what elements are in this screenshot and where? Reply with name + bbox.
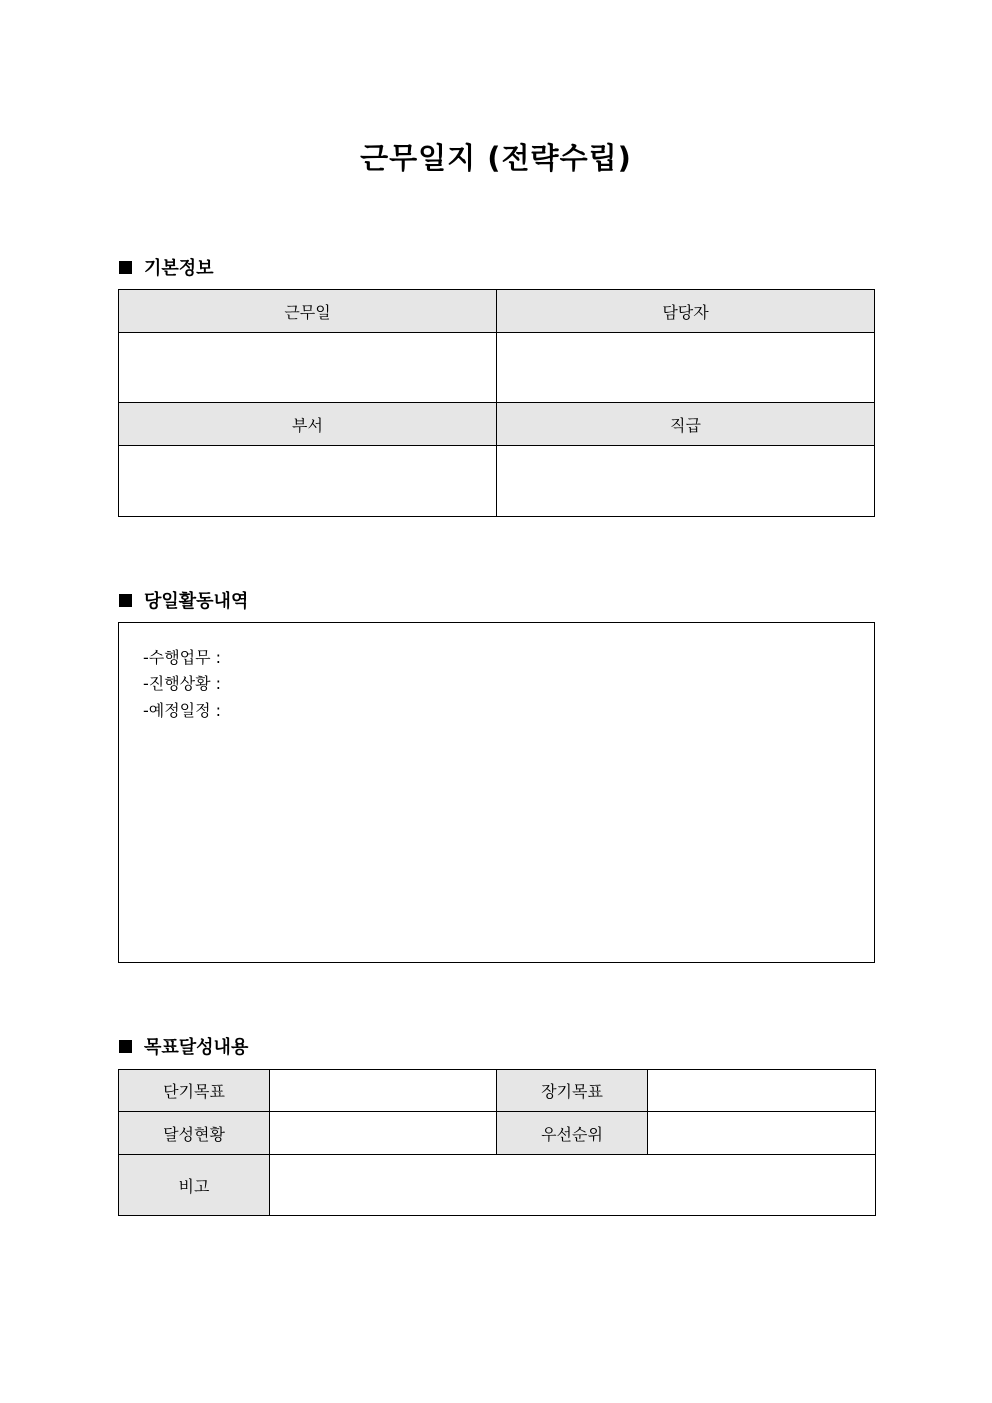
manager-field[interactable]: [497, 333, 875, 403]
activity-line-tasks: -수행업무 :: [143, 648, 222, 667]
section-heading-basic-label: 기본정보: [144, 258, 214, 279]
achievement-status-field[interactable]: [270, 1112, 497, 1155]
section-heading-goal: [119, 1033, 248, 1059]
remarks-label: 비고: [119, 1155, 270, 1216]
priority-label: 우선순위: [497, 1112, 648, 1155]
position-field[interactable]: [497, 446, 875, 517]
square-bullet-icon: [119, 1040, 132, 1053]
department-field[interactable]: [119, 446, 497, 517]
work-date-label: 근무일: [119, 290, 497, 333]
activity-box[interactable]: [118, 622, 875, 963]
work-date-field[interactable]: [119, 333, 497, 403]
long-term-goal-label: 장기목표: [497, 1070, 648, 1112]
short-term-goal-label: 단기목표: [119, 1070, 270, 1112]
short-term-goal-field[interactable]: [270, 1070, 497, 1112]
priority-field[interactable]: [648, 1112, 876, 1155]
long-term-goal-field[interactable]: [648, 1070, 876, 1112]
department-label: 부서: [119, 403, 497, 446]
manager-label: 담당자: [497, 290, 875, 333]
remarks-field[interactable]: [270, 1155, 876, 1216]
section-heading-goal-label: 목표달성내용: [144, 1037, 249, 1058]
position-label: 직급: [497, 403, 875, 446]
section-heading-activity: [119, 587, 248, 613]
square-bullet-icon: [119, 594, 132, 607]
section-heading-activity-label: 당일활동내역: [144, 591, 249, 612]
activity-line-progress: -진행상황 :: [143, 674, 222, 693]
page-title: 근무일지 (전략수립): [360, 141, 632, 175]
goal-table: [118, 1069, 876, 1216]
activity-line-schedule: -예정일정 :: [143, 701, 222, 720]
achievement-status-label: 달성현황: [119, 1112, 270, 1155]
basic-info-table: [118, 289, 875, 517]
section-heading-basic: [119, 254, 214, 280]
square-bullet-icon: [119, 261, 132, 274]
